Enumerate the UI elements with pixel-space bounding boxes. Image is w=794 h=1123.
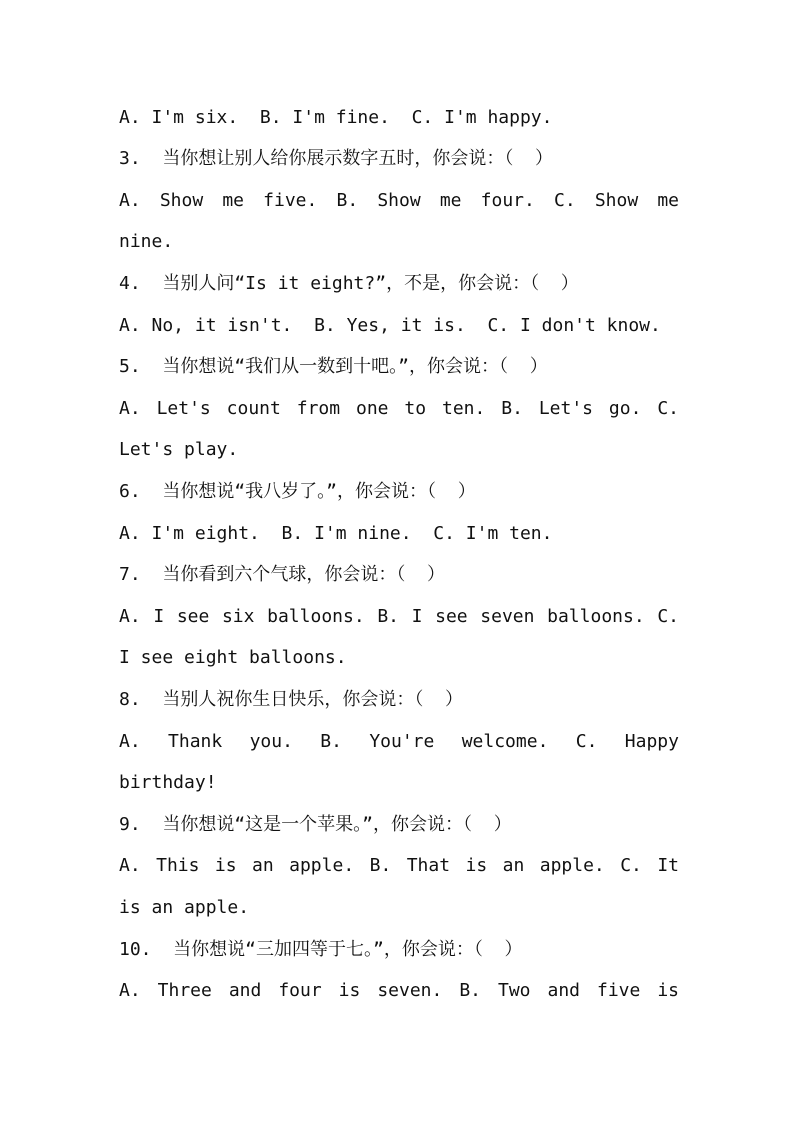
answer-options-q9: A. This is an apple. B. That is an apple. C. It	[119, 855, 679, 876]
question-7: 7. 当你看到六个气球，你会说：（ ）	[119, 564, 446, 585]
answer-options-q5: A. Let's count from one to ten. B. Let's go. C.	[119, 398, 679, 419]
answer-options-q6: A. I'm eight. B. I'm nine. C. I'm ten.	[119, 523, 553, 544]
answer-options-q10: A. Three and four is seven. B. Two and five is	[119, 980, 679, 1001]
question-4: 4. 当别人问“Is it eight?”，不是，你会说：（ ）	[119, 273, 579, 294]
answer-options-q8: A. Thank you. B. You're welcome. C. Happy	[119, 731, 679, 752]
answer-options-q9-continued: is an apple.	[119, 897, 250, 918]
question-9: 9. 当你想说“这是一个苹果。”，你会说：（ ）	[119, 814, 512, 835]
answer-options-q4: A. No, it isn't. B. Yes, it is. C. I don't know.	[119, 315, 661, 336]
answer-options-q8-continued: birthday!	[119, 772, 217, 793]
answer-options-q7: A. I see six balloons. B. I see seven balloons. C.	[119, 606, 679, 627]
question-5: 5. 当你想说“我们从一数到十吧。”，你会说：（ ）	[119, 356, 548, 377]
question-8: 8. 当别人祝你生日快乐，你会说：（ ）	[119, 689, 464, 710]
question-10: 10. 当你想说“三加四等于七。”，你会说：（ ）	[119, 939, 523, 960]
answer-options-q3: A. Show me five. B. Show me four. C. Show me	[119, 190, 679, 211]
answer-options-q2: A. I'm six. B. I'm fine. C. I'm happy.	[119, 107, 553, 128]
question-3: 3. 当你想让别人给你展示数字五时，你会说：（ ）	[119, 148, 554, 169]
question-6: 6. 当你想说“我八岁了。”，你会说：（ ）	[119, 481, 476, 502]
answer-options-q5-continued: Let's play.	[119, 439, 239, 460]
answer-options-q7-continued: I see eight balloons.	[119, 647, 347, 668]
answer-options-q3-continued: nine.	[119, 231, 174, 252]
